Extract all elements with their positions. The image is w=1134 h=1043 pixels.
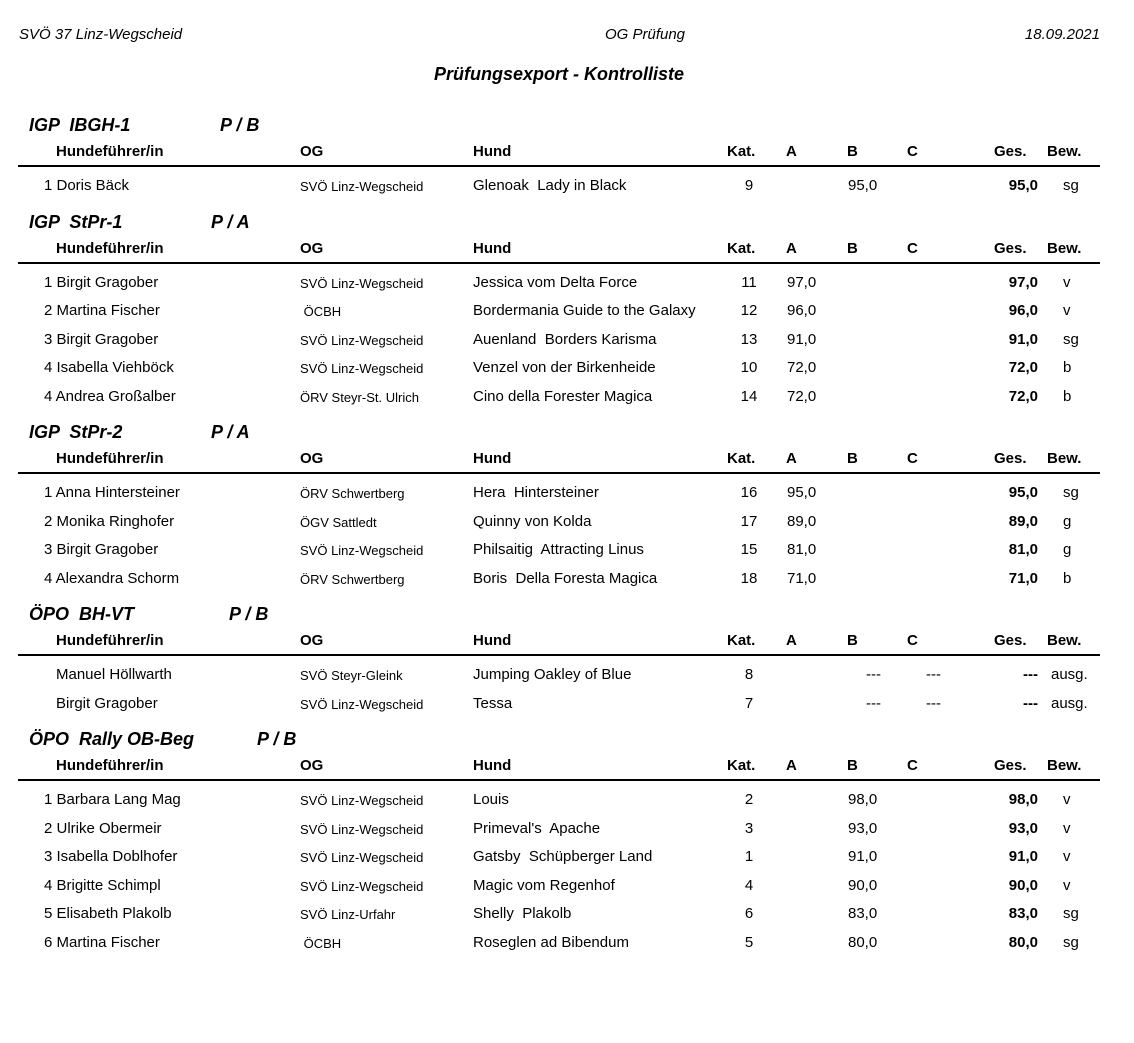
club-name: SVÖ Linz-Wegscheid	[300, 361, 424, 376]
total-score: 95,0	[1008, 484, 1038, 501]
dog-name: Hera Hintersteiner	[473, 484, 599, 501]
total-score: 96,0	[1008, 302, 1038, 319]
total-score: 91,0	[1008, 330, 1038, 348]
section-class: P / B	[257, 729, 297, 749]
total-score: 83,0	[1008, 905, 1038, 922]
exam-section	[0, 420, 1134, 602]
col-header-total: Ges.	[994, 757, 1027, 774]
col-header-cat: Kat.	[727, 757, 756, 774]
col-header-dog: Hund	[473, 143, 512, 160]
rating: v	[1063, 273, 1071, 291]
category-number: 3	[744, 819, 754, 837]
score-c: ---	[926, 694, 941, 712]
result-rows	[0, 781, 1134, 966]
dog-name: Jessica vom Delta Force	[473, 273, 638, 291]
handler-name: 4 Isabella Viehböck	[44, 359, 174, 376]
score-a: 96,0	[787, 302, 817, 319]
section-title	[0, 602, 1134, 628]
total-score: ---	[1023, 694, 1038, 712]
club-name: ÖCBH	[300, 935, 342, 951]
col-header-rating: Bew.	[1047, 143, 1082, 160]
dog-name: Philsaitig Attracting Linus	[473, 541, 644, 558]
category-number: 11	[741, 273, 757, 291]
col-header-c: C	[907, 757, 918, 774]
col-header-dog: Hund	[473, 239, 512, 257]
score-b: ---	[866, 694, 881, 712]
dog-name: Auenland Borders Karisma	[473, 330, 657, 348]
rating: sg	[1063, 177, 1079, 194]
dog-name: Shelly Plakolb	[473, 905, 572, 922]
col-header-b: B	[847, 757, 858, 774]
handler-name: 3 Birgit Gragober	[44, 330, 159, 348]
col-header-handler: Hundeführer/in	[56, 143, 164, 160]
col-header-dog: Hund	[473, 450, 512, 467]
dog-name: Tessa	[473, 694, 513, 712]
rating: sg	[1063, 330, 1079, 348]
category-number: 14	[740, 387, 758, 405]
total-score: 81,0	[1008, 541, 1038, 558]
col-header-rating: Bew.	[1047, 757, 1082, 774]
table-row	[0, 325, 1134, 354]
col-header-rating: Bew.	[1047, 450, 1082, 467]
rating: v	[1063, 848, 1071, 865]
column-header-row	[18, 236, 1100, 264]
club-name: SVÖ Linz-Wegscheid	[300, 696, 424, 712]
table-row	[0, 814, 1134, 843]
handler-name: Birgit Gragober	[56, 694, 158, 712]
rating: sg	[1063, 905, 1079, 922]
section-class: P / A	[211, 211, 250, 232]
rating: b	[1063, 569, 1072, 587]
club-name: SVÖ Linz-Wegscheid	[300, 793, 424, 808]
section-class: P / A	[211, 422, 250, 442]
col-header-b: B	[847, 632, 858, 649]
section-class: P / B	[220, 115, 260, 135]
club-name: SVÖ Linz-Urfahr	[300, 907, 396, 922]
total-score: 97,0	[1008, 273, 1038, 291]
score-a: 95,0	[787, 484, 817, 501]
table-row	[0, 353, 1134, 382]
handler-name: 5 Elisabeth Plakolb	[44, 905, 172, 922]
exam-section	[0, 113, 1134, 210]
total-score: 93,0	[1008, 819, 1038, 837]
col-header-c: C	[907, 632, 918, 649]
handler-name: 4 Alexandra Schorm	[44, 569, 180, 587]
score-b: 93,0	[848, 819, 878, 837]
section-name: ÖPO Rally OB-Beg	[29, 729, 195, 749]
col-header-a: A	[786, 450, 797, 467]
rating: g	[1063, 541, 1072, 558]
dog-name: Glenoak Lady in Black	[473, 177, 627, 194]
table-row	[0, 842, 1134, 871]
category-number: 8	[744, 666, 754, 683]
section-name: ÖPO BH-VT	[29, 604, 135, 624]
dog-name: Magic vom Regenhof	[473, 876, 615, 894]
col-header-handler: Hundeführer/in	[56, 239, 164, 257]
category-number: 12	[740, 302, 758, 319]
category-number: 6	[744, 905, 754, 922]
total-score: ---	[1023, 666, 1038, 683]
handler-name: 1 Anna Hintersteiner	[44, 484, 180, 501]
rating: ausg.	[1051, 666, 1088, 683]
category-number: 7	[744, 694, 754, 712]
dog-name: Roseglen ad Bibendum	[473, 933, 629, 951]
dog-name: Quinny von Kolda	[473, 512, 592, 530]
column-header-row	[18, 753, 1100, 781]
total-score: 72,0	[1008, 359, 1038, 376]
total-score: 89,0	[1008, 512, 1038, 530]
sections-container	[0, 113, 1134, 966]
col-header-cat: Kat.	[727, 632, 756, 649]
score-a: 81,0	[787, 541, 817, 558]
section-name: IGP StPr-1	[29, 211, 123, 232]
section-name: IGP StPr-2	[29, 422, 123, 442]
section-title	[0, 113, 1134, 139]
score-a: 71,0	[787, 569, 817, 587]
column-header-row	[18, 446, 1100, 474]
category-number: 4	[744, 876, 754, 894]
col-header-dog: Hund	[473, 632, 512, 649]
section-class: P / B	[229, 604, 269, 624]
exam-section	[0, 210, 1134, 421]
col-header-total: Ges.	[994, 450, 1027, 467]
score-a: 89,0	[787, 512, 817, 530]
club-name: SVÖ Linz-Wegscheid	[300, 543, 424, 558]
col-header-cat: Kat.	[727, 450, 756, 467]
dog-name: Jumping Oakley of Blue	[473, 666, 632, 683]
category-number: 1	[744, 848, 754, 865]
result-rows	[0, 167, 1134, 210]
col-header-c: C	[907, 143, 918, 160]
table-row	[0, 564, 1134, 593]
club-name: ÖRV Schwertberg	[300, 486, 405, 501]
score-b: 98,0	[848, 791, 878, 808]
section-title	[0, 420, 1134, 446]
rating: v	[1063, 791, 1071, 808]
dog-name: Primeval's Apache	[473, 819, 601, 837]
col-header-cat: Kat.	[727, 239, 756, 257]
table-row	[0, 507, 1134, 536]
handler-name: 1 Birgit Gragober	[44, 273, 159, 291]
col-header-og: OG	[300, 239, 324, 257]
col-header-rating: Bew.	[1047, 632, 1082, 649]
handler-name: 2 Martina Fischer	[44, 302, 160, 319]
rating: b	[1063, 359, 1072, 376]
col-header-c: C	[907, 239, 918, 257]
total-score: 71,0	[1008, 569, 1038, 587]
club-name: ÖRV Schwertberg	[300, 571, 405, 587]
col-header-total: Ges.	[994, 632, 1027, 649]
score-b: 95,0	[848, 177, 878, 194]
handler-name: 3 Birgit Gragober	[44, 541, 159, 558]
score-a: 72,0	[787, 359, 817, 376]
dog-name: Venzel von der Birkenheide	[473, 359, 656, 376]
club-name: ÖCBH	[300, 304, 342, 319]
column-header-row	[18, 139, 1100, 167]
club-name: SVÖ Steyr-Gleink	[300, 668, 403, 683]
header-date: 18.09.2021	[1024, 26, 1100, 43]
table-row	[0, 928, 1134, 957]
table-row	[0, 785, 1134, 814]
handler-name: Manuel Höllwarth	[56, 666, 172, 683]
column-header-row	[18, 628, 1100, 656]
result-rows	[0, 656, 1134, 727]
rating: v	[1063, 876, 1071, 894]
category-number: 17	[740, 512, 758, 530]
handler-name: 3 Isabella Doblhofer	[44, 848, 178, 865]
section-name: IGP IBGH-1	[29, 115, 131, 135]
total-score: 95,0	[1008, 177, 1038, 194]
category-number: 16	[740, 484, 758, 501]
result-rows	[0, 264, 1134, 421]
table-row	[0, 535, 1134, 564]
category-number: 9	[744, 177, 754, 194]
category-number: 10	[740, 359, 758, 376]
col-header-handler: Hundeführer/in	[56, 757, 164, 774]
col-header-a: A	[786, 143, 797, 160]
total-score: 91,0	[1008, 848, 1038, 865]
col-header-b: B	[847, 239, 858, 257]
score-a: 97,0	[787, 273, 817, 291]
total-score: 98,0	[1008, 791, 1038, 808]
col-header-total: Ges.	[994, 143, 1027, 160]
score-b: 91,0	[848, 848, 878, 865]
table-row	[0, 382, 1134, 411]
section-title	[0, 727, 1134, 753]
score-b: 83,0	[848, 905, 878, 922]
club-name: ÖRV Steyr-St. Ulrich	[300, 389, 419, 405]
col-header-b: B	[847, 143, 858, 160]
handler-name: 6 Martina Fischer	[44, 933, 160, 951]
table-row	[0, 871, 1134, 900]
handler-name: 1 Doris Bäck	[44, 177, 130, 194]
handler-name: 2 Monika Ringhofer	[44, 512, 175, 530]
club-name: SVÖ Linz-Wegscheid	[300, 332, 424, 348]
col-header-rating: Bew.	[1047, 239, 1082, 257]
category-number: 13	[740, 330, 758, 348]
rating: v	[1063, 302, 1071, 319]
table-row	[0, 268, 1134, 297]
handler-name: 4 Brigitte Schimpl	[44, 876, 161, 894]
rating: b	[1063, 387, 1072, 405]
rating: sg	[1063, 933, 1079, 951]
table-row	[0, 478, 1134, 507]
handler-name: 1 Barbara Lang Mag	[44, 791, 181, 808]
table-row	[0, 689, 1134, 718]
category-number: 5	[744, 933, 754, 951]
exam-section	[0, 727, 1134, 966]
col-header-a: A	[786, 757, 797, 774]
col-header-total: Ges.	[994, 239, 1027, 257]
section-title	[0, 210, 1134, 236]
document-title: Prüfungsexport - Kontrolliste	[433, 64, 684, 84]
rating: ausg.	[1051, 694, 1088, 712]
handler-name: 2 Ulrike Obermeir	[44, 819, 162, 837]
table-row	[0, 899, 1134, 928]
result-rows	[0, 474, 1134, 602]
table-row	[0, 296, 1134, 325]
category-number: 18	[740, 569, 758, 587]
club-name: ÖGV Sattledt	[300, 514, 377, 530]
score-b: ---	[866, 666, 881, 683]
club-name: SVÖ Linz-Wegscheid	[300, 878, 424, 894]
rating: sg	[1063, 484, 1079, 501]
category-number: 2	[744, 791, 754, 808]
total-score: 72,0	[1008, 387, 1038, 405]
dog-name: Louis	[473, 791, 509, 808]
rating: v	[1063, 819, 1071, 837]
score-b: 90,0	[848, 876, 878, 894]
table-row	[0, 171, 1134, 200]
category-number: 15	[740, 541, 758, 558]
rating: g	[1063, 512, 1072, 530]
col-header-og: OG	[300, 757, 324, 774]
handler-name: 4 Andrea Großalber	[44, 387, 176, 405]
dog-name: Bordermania Guide to the Galaxy	[473, 302, 696, 319]
col-header-handler: Hundeführer/in	[56, 632, 164, 649]
total-score: 90,0	[1008, 876, 1038, 894]
score-c: ---	[926, 666, 941, 683]
club-name: SVÖ Linz-Wegscheid	[300, 821, 424, 837]
club-name: SVÖ Linz-Wegscheid	[300, 275, 424, 291]
dog-name: Cino della Forester Magica	[473, 387, 653, 405]
col-header-og: OG	[300, 143, 324, 160]
col-header-handler: Hundeführer/in	[56, 450, 164, 467]
col-header-b: B	[847, 450, 858, 467]
col-header-cat: Kat.	[727, 143, 756, 160]
club-name: SVÖ Linz-Wegscheid	[300, 850, 424, 865]
col-header-og: OG	[300, 632, 324, 649]
score-a: 91,0	[787, 330, 817, 348]
score-a: 72,0	[787, 387, 817, 405]
dog-name: Gatsby Schüpberger Land	[473, 848, 653, 865]
total-score: 80,0	[1008, 933, 1038, 951]
col-header-c: C	[907, 450, 918, 467]
col-header-dog: Hund	[473, 757, 512, 774]
exam-section	[0, 602, 1134, 727]
col-header-a: A	[786, 239, 797, 257]
col-header-a: A	[786, 632, 797, 649]
header-exam-type: OG Prüfung	[604, 26, 686, 43]
header-club: SVÖ 37 Linz-Wegscheid	[19, 26, 183, 43]
score-b: 80,0	[848, 933, 878, 951]
club-name: SVÖ Linz-Wegscheid	[300, 179, 424, 194]
dog-name: Boris Della Foresta Magica	[473, 569, 658, 587]
col-header-og: OG	[300, 450, 324, 467]
table-row	[0, 660, 1134, 689]
